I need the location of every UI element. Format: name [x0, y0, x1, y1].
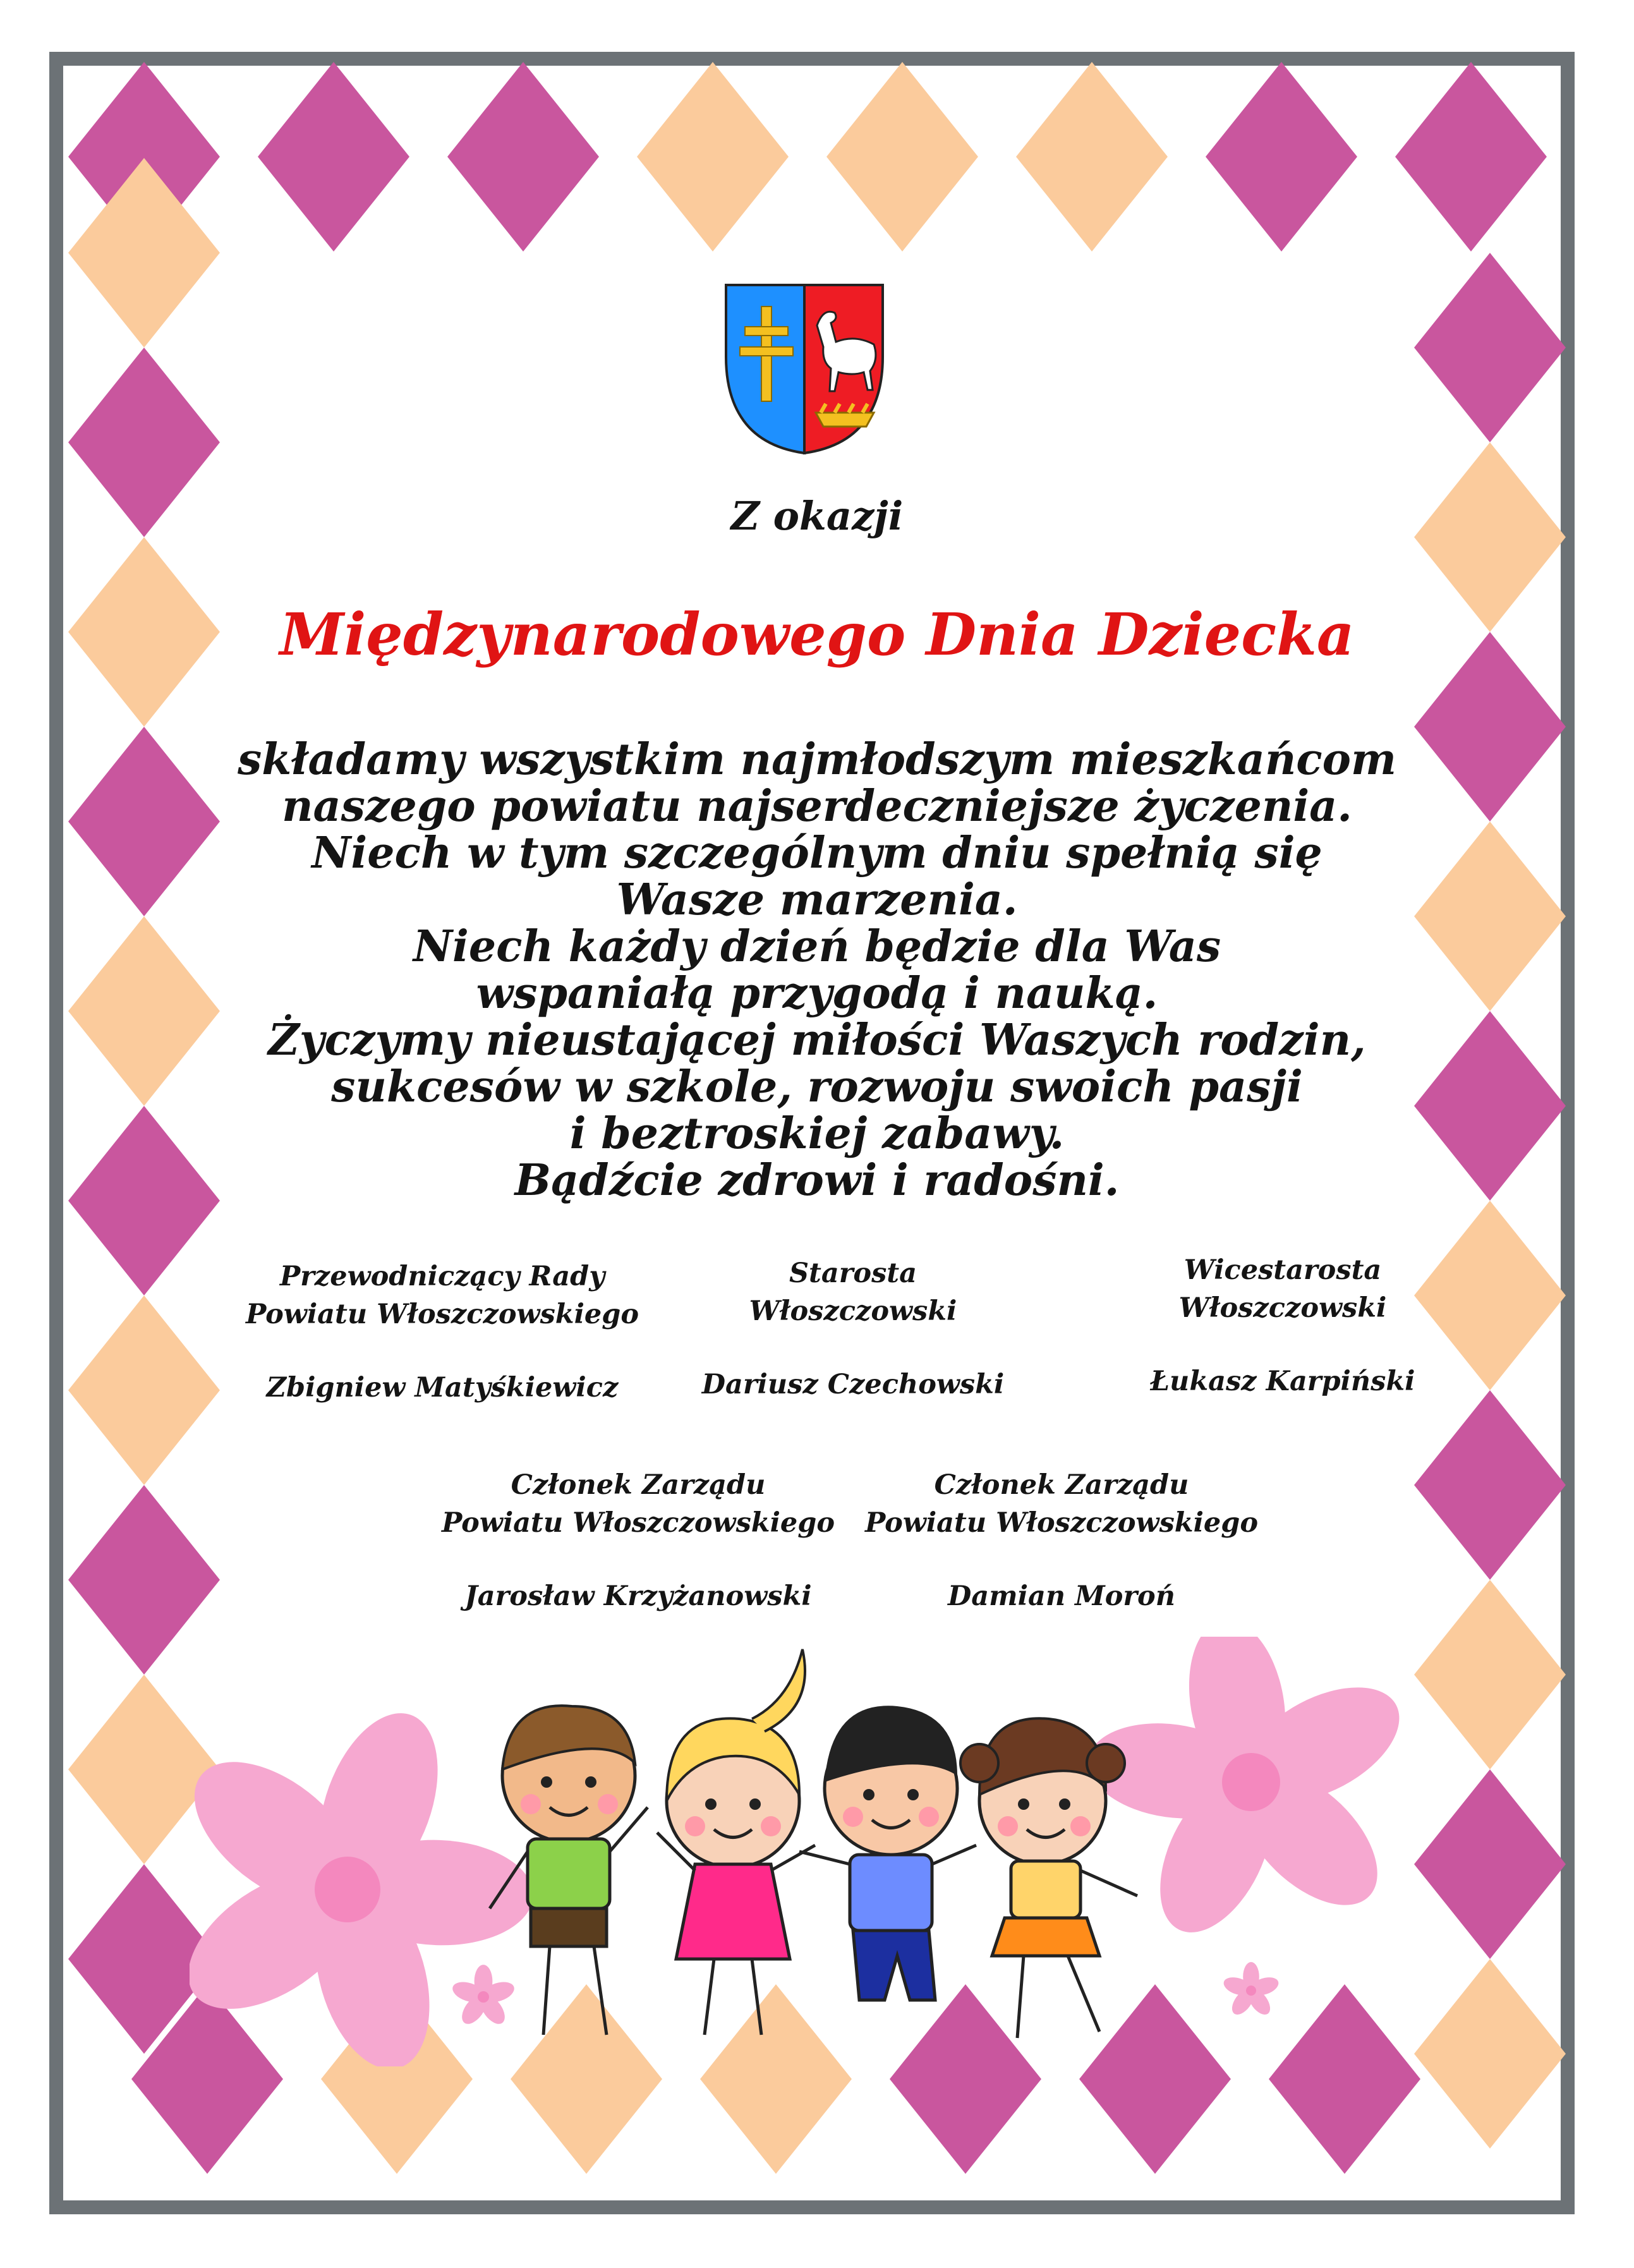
child-figure	[960, 1718, 1137, 2038]
signature-name: Łukasz Karpiński	[1150, 1366, 1415, 1397]
message-line: sukcesów w szkole, rozwoju swoich pasji	[331, 1062, 1303, 1112]
signature-name: Dariusz Czechowski	[701, 1369, 1005, 1400]
diamond-shape	[826, 62, 978, 252]
diamond-shape	[68, 158, 220, 348]
diamond-shape	[1414, 1390, 1566, 1580]
diamond-shape	[1016, 62, 1168, 252]
diamond-shape	[1206, 62, 1357, 252]
signature-block	[802, 1466, 1321, 1615]
message-line: składamy wszystkim najmłodszym mieszkańcom	[237, 734, 1396, 785]
message-line: Wasze marzenia.	[616, 875, 1018, 925]
message-line: Niech każdy dzień będzie dla Was	[413, 921, 1221, 972]
children-illustration	[190, 1637, 1441, 2066]
signature-title: Powiatu Włoszczowskiego	[245, 1299, 639, 1330]
diamond-shape	[447, 62, 599, 252]
headline-title: Międzynarodowego Dnia Dziecka	[279, 600, 1355, 669]
diamond-shape	[258, 62, 409, 252]
signature-title: Wicestarosta	[1183, 1254, 1382, 1286]
message-line: naszego powiatu najserdeczniejsze życzenia.	[282, 781, 1352, 832]
diamond-shape	[1414, 253, 1566, 442]
message-line: Życzymy nieustającej miłości Waszych rodzin,	[268, 1015, 1366, 1065]
signature-title: Włoszczowski	[749, 1295, 957, 1327]
greeting-message	[0, 736, 1634, 1204]
signature-title: Włoszczowski	[1178, 1292, 1387, 1324]
child-figure	[799, 1706, 976, 2000]
message-line: Niech w tym szczególnym dniu spełnią się	[312, 828, 1322, 878]
occasion-text: Z okazji	[730, 493, 904, 539]
signature-title: Powiatu Włoszczowskiego	[441, 1507, 835, 1539]
child-figure	[490, 1706, 648, 2035]
coat-of-arms-icon	[722, 281, 887, 458]
diamond-shape	[637, 62, 789, 252]
signature-title: Powiatu Włoszczowskiego	[864, 1507, 1259, 1539]
signature-title: Przewodniczący Rady	[279, 1261, 605, 1292]
message-line: Bądźcie zdrowi i radośni.	[514, 1155, 1120, 1206]
signature-name: Damian Moroń	[948, 1580, 1175, 1612]
signature-title: Starosta	[789, 1258, 917, 1289]
diamond-shape	[1395, 62, 1547, 252]
signature-block	[1024, 1251, 1542, 1400]
signature-name: Jarosław Krzyżanowski	[464, 1580, 812, 1612]
signature-title: Członek Zarządu	[934, 1469, 1189, 1501]
message-line: i beztroskiej zabawy.	[569, 1108, 1065, 1159]
message-line: wspaniałą przygodą i nauką.	[476, 968, 1158, 1019]
signature-title: Członek Zarządu	[511, 1469, 766, 1501]
signature-name: Zbigniew Matyśkiewicz	[266, 1372, 619, 1404]
child-figure	[657, 1649, 815, 2035]
